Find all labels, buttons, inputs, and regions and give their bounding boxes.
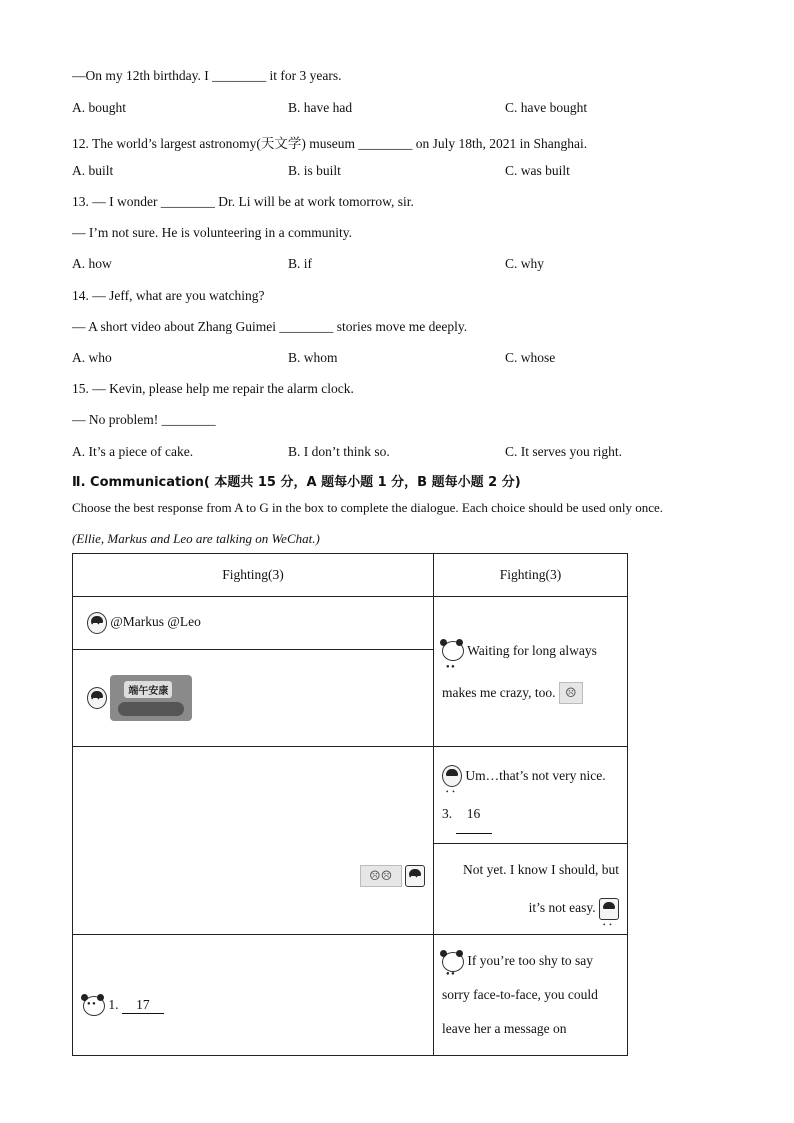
q14-option-b[interactable]: B. whom <box>288 350 338 365</box>
section-context: (Ellie, Markus and Leo are talking on WeChat.) <box>72 531 320 546</box>
markus-avatar-icon <box>405 865 425 887</box>
markus-avatar-icon <box>599 898 619 920</box>
section-heading: Ⅱ. Communication( 本题共 15 分，A 题每小题 1 分，B 题每小题 2 分) <box>72 475 521 490</box>
angry-face-icon: ☹ <box>559 682 583 704</box>
ellie-avatar-icon <box>442 765 462 787</box>
q11-option-a[interactable]: A. bought <box>72 100 126 115</box>
q15-line2: — No problem! ________ <box>72 412 216 427</box>
crying-faces-icon: ☹☹ <box>360 865 402 887</box>
q12-option-a[interactable]: A. built <box>72 163 114 178</box>
q11-option-b[interactable]: B. have had <box>288 100 353 115</box>
right-msg-waiting <box>434 597 628 747</box>
blank-17-prefix: 1. <box>108 997 119 1013</box>
q14-stem: 14. — Jeff, what are you watching? <box>72 288 265 303</box>
q15-option-b[interactable]: B. I don’t think so. <box>288 444 390 459</box>
right-msg3-line2: it’s not easy. <box>528 900 596 915</box>
q13-option-b[interactable]: B. if <box>288 256 313 271</box>
right-msg3-line1: Not yet. I know I should, but <box>463 862 619 877</box>
leo-avatar-icon <box>442 641 464 661</box>
section-instruction: Choose the best response from A to G in the box to complete the dialogue. Each choice should be used only once. <box>72 500 664 515</box>
q13-option-c[interactable]: C. why <box>505 256 545 271</box>
q11-stem: —On my 12th birthday. I ________ it for 3 years. <box>72 68 342 83</box>
q14-option-a[interactable]: A. who <box>72 350 112 365</box>
left-msg-mentions <box>73 597 434 650</box>
right-msg-not-nice <box>434 747 628 844</box>
q12-option-b[interactable]: B. is built <box>288 163 341 178</box>
right-msg1-line2: makes me crazy, too. <box>442 684 556 700</box>
right-msg-not-yet <box>434 844 628 935</box>
left-msg-sticker <box>73 650 434 747</box>
right-msg1-line1: Waiting for long always <box>467 642 597 658</box>
dragon-boat-sticker: 端午安康 <box>110 675 192 721</box>
q12-option-c[interactable]: C. was built <box>505 163 570 178</box>
right-msg2-text: Um…that’s not very nice. <box>465 767 606 783</box>
q14-option-c[interactable]: C. whose <box>505 350 556 365</box>
q13-stem: 13. — I wonder ________ Dr. Li will be at work tomorrow, sir. <box>72 194 414 209</box>
left-msg-emoji <box>73 747 434 935</box>
blank-16[interactable]: 16 <box>456 795 492 834</box>
left-chat-title: Fighting(3) <box>222 567 284 582</box>
right-msg4-line2: sorry face-to-face, you could <box>442 987 598 1002</box>
q15-option-c[interactable]: C. It serves you right. <box>505 444 622 459</box>
mention-text: @Markus @Leo <box>110 614 201 630</box>
q15-option-a[interactable]: A. It’s a piece of cake. <box>72 444 194 459</box>
left-msg-blank17 <box>73 935 434 1056</box>
q14-line2: — A short video about Zhang Guimei ________ stories move me deeply. <box>72 319 468 334</box>
right-msg4-line3: leave her a message on <box>442 1021 567 1036</box>
right-msg-shy <box>434 935 628 1056</box>
ellie-avatar-icon <box>87 687 107 709</box>
right-column <box>434 554 628 597</box>
q15-stem: 15. — Kevin, please help me repair the alarm clock. <box>72 381 354 396</box>
q12-stem: 12. The world’s largest astronomy(天文学) museum ________ on July 18th, 2021 in Shanghai. <box>72 136 588 151</box>
right-chat-title: Fighting(3) <box>499 567 562 582</box>
blank-17[interactable]: 17 <box>122 997 164 1014</box>
right-msg4-line1: If you’re too shy to say <box>467 953 593 968</box>
leo-avatar-icon <box>83 996 105 1016</box>
q13-line2: — I’m not sure. He is volunteering in a community. <box>72 225 352 240</box>
q11-option-c[interactable]: C. have bought <box>505 100 588 115</box>
blank-16-prefix: 3. <box>442 805 453 821</box>
q13-option-a[interactable]: A. how <box>72 256 112 271</box>
left-column <box>73 554 434 597</box>
ellie-avatar-icon <box>87 612 107 634</box>
wechat-table <box>72 553 628 1056</box>
leo-avatar-icon <box>442 952 464 972</box>
